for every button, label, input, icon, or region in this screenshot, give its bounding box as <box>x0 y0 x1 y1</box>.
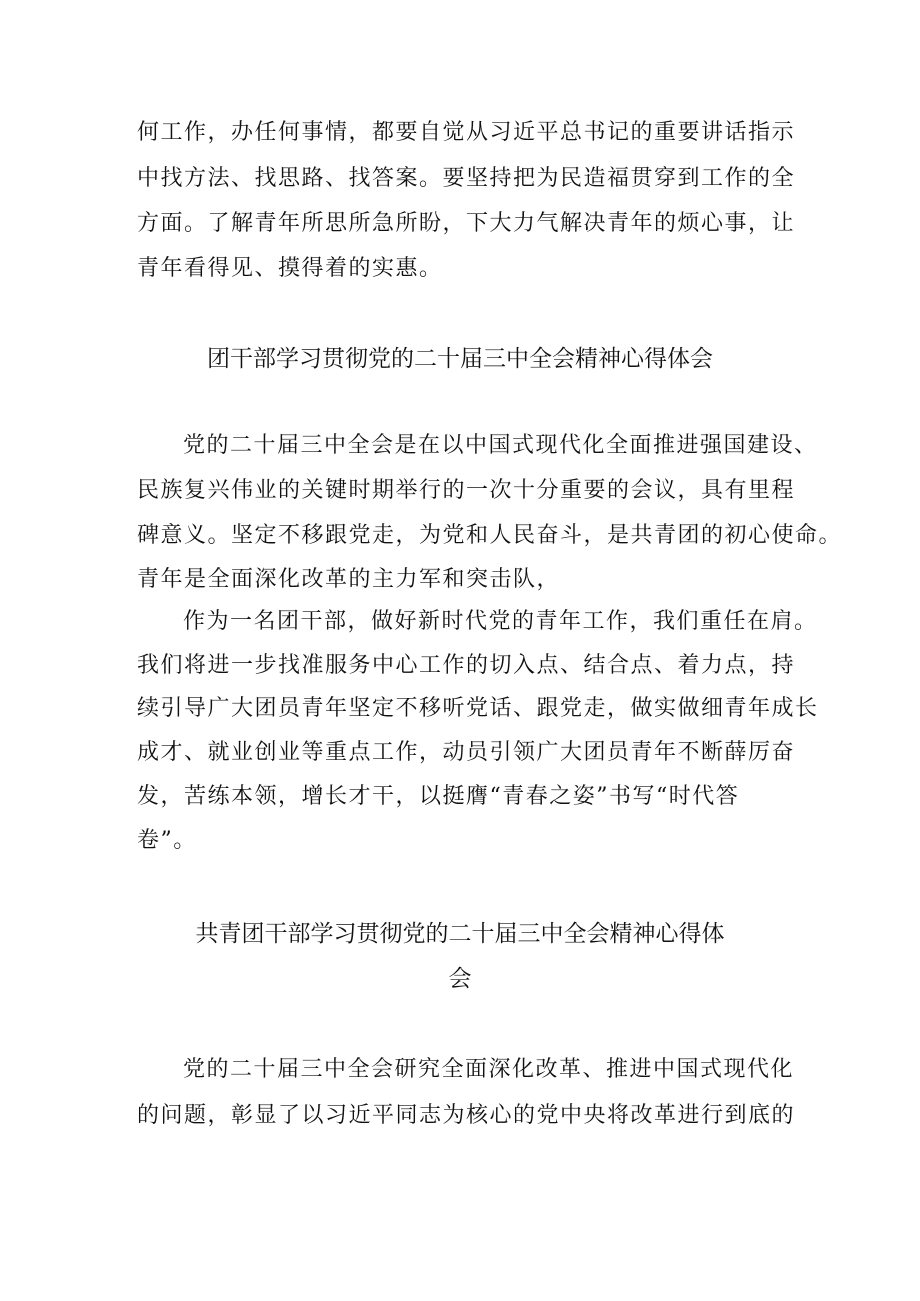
paragraph-line: 续引导广大团员青年坚定不移听党话、跟党走，做实做细青年成长 <box>137 696 819 721</box>
section-title: 团干部学习贯彻党的二十届三中全会精神心得体会 <box>207 346 713 372</box>
paragraph-line: 党的二十届三中全会研究全面深化改革、推进中国式现代化 <box>183 1057 795 1082</box>
paragraph-line: 作为一名团干部，做好新时代党的青年工作，我们重任在肩。 <box>183 609 818 634</box>
paragraph-line: 碑意义。坚定不移跟党走，为党和人民奋斗，是共青团的初心使命。 <box>137 523 843 548</box>
paragraph-line: 党的二十届三中全会是在以中国式现代化全面推进强国建设、 <box>183 433 818 458</box>
section-title-continuation: 会 <box>448 966 472 992</box>
paragraph-line: 青年是全面深化改革的主力军和突击队， <box>137 567 561 592</box>
paragraph-line: 发，苦练本领，增长才干，以挺膺“青春之姿”书写“时代答 <box>137 784 740 809</box>
paragraph-line: 中找方法、找思路、找答案。要坚持把为民造福贯穿到工作的全 <box>137 166 796 191</box>
paragraph-line: 的问题，彰显了以习近平同志为核心的党中央将改革进行到底的 <box>137 1103 796 1128</box>
paragraph-line: 民族复兴伟业的关键时期举行的一次十分重要的会议，具有里程 <box>137 478 796 503</box>
paragraph-line: 我们将进一步找准服务中心工作的切入点、结合点、着力点，持 <box>137 653 796 678</box>
section-title: 共青团干部学习贯彻党的二十届三中全会精神心得体 <box>195 921 725 947</box>
paragraph-line: 何工作，办任何事情，都要自觉从习近平总书记的重要讲话指示 <box>137 120 796 145</box>
paragraph-line: 卷”。 <box>137 828 197 853</box>
paragraph-line: 成才、就业创业等重点工作，动员引领广大团员青年不断薛厉奋 <box>137 740 796 765</box>
paragraph-line: 青年看得见、摸得着的实惠。 <box>137 256 443 281</box>
paragraph-line: 方面。了解青年所思所急所盼，下大力气解决青年的烦心事，让 <box>137 211 796 236</box>
